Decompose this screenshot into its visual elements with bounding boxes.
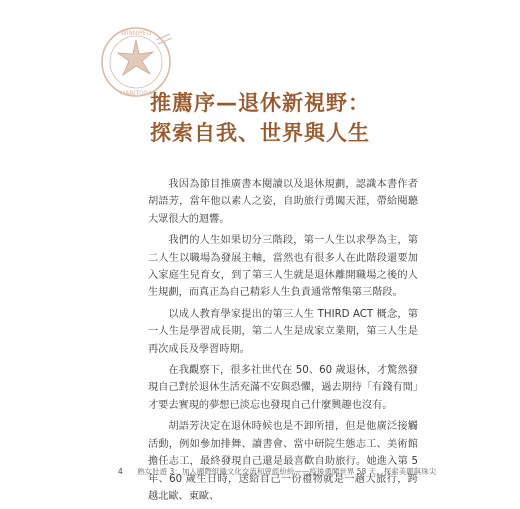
chapter-title-line-2: 探索自我、世界與人生 bbox=[150, 121, 370, 145]
paragraph: 我們的人生如果切分三階段，第一人生以求學為主，第二人生以職場為發展主軸，當然也有很多人在此階段還要加入家庭生兒育女，到了第三人生就是退休離開職場之後的人生規劃，而真正為自己精彩人生負責通常幣集第三階段。 bbox=[148, 235, 418, 299]
paragraph: 我因為節目推廣書本閱讀以及退休規劃，認識本書作者胡語芳，當年他以素人之姿，自助旅行勇闖天涯，帶給閱聽大眾很大的迴響。 bbox=[148, 179, 418, 225]
page-number: 4 bbox=[118, 467, 123, 476]
stamp-bottom-text: MANITOBA bbox=[119, 90, 153, 97]
body-text bbox=[148, 176, 418, 509]
chapter-title-line-1: 推薦序—退休新視野： bbox=[150, 91, 370, 115]
running-footer-text: 熟女壯遊 3：加入國際組織文化交流和曾經紛紛——疫後勇闖世界 58 天，探索美麗與珠尖 bbox=[137, 467, 437, 476]
stamp-top-text: WINNIPEG bbox=[120, 30, 152, 37]
paragraph: 在我觀察下，很多社世代在 50、60 歲退休，才驚然發現自己對於退休生活充滿不安與恐懼，過去期待「有錢有閒」才要去實現的夢想已淡忘也發現自己什麼興趣也沒有。 bbox=[148, 365, 418, 411]
chapter-title bbox=[150, 88, 370, 148]
paragraph: 以成人教育學家提出的第三人生 THIRD ACT 概念，第一人生是學習成長期，第二人生是成家立業期，第三人生是再次成長及學習時期。 bbox=[148, 308, 418, 355]
paragraph: 胡語芳決定在退休時候也是不卸所措，但是他廣泛接觸活動，例如參加排舞、讀書會、當中研院生態志工、美術館擔任志工，最終發現自己還是最喜歡自助旅行。她進入第 5 年、60 歲生日時，送給自己一份禮物就是一趟大旅行，跨越北歐、東歐、 bbox=[148, 421, 418, 502]
page-footer bbox=[118, 466, 436, 477]
